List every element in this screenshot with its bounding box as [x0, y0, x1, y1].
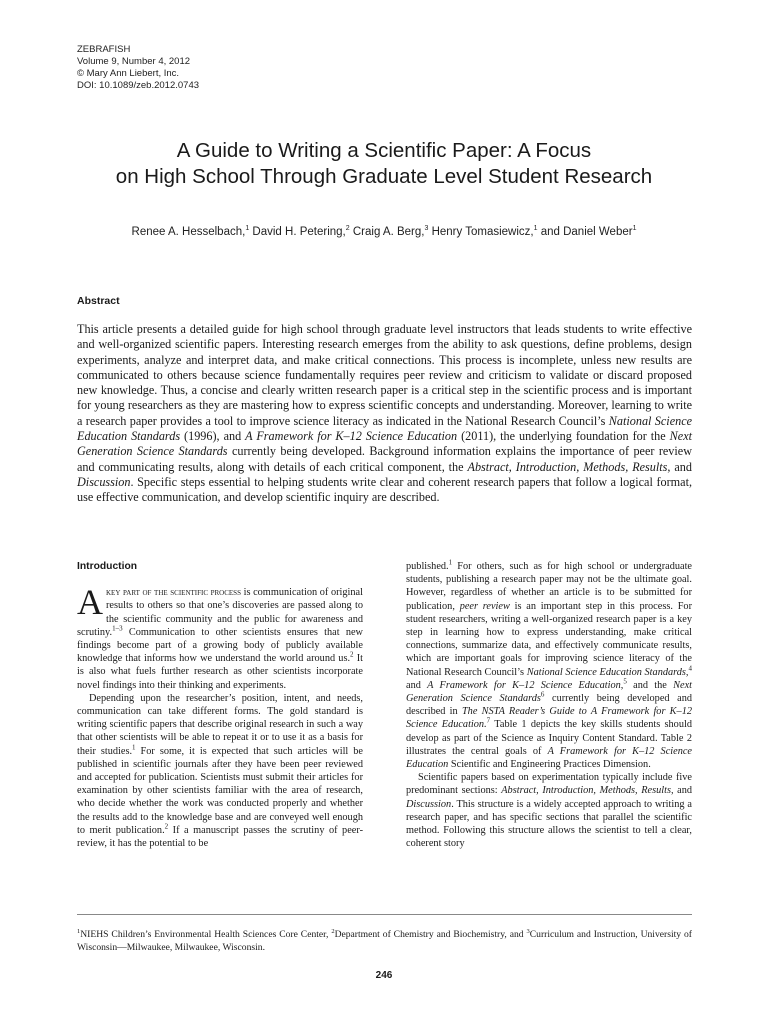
- author-name: David H. Petering,: [252, 225, 346, 238]
- italic-text: The NSTA Reader’s Guide to A Framework for K–12 Science Education.: [406, 706, 692, 731]
- body-text: . This structure is a widely accepted approach to writing a research paper, and has specific sections that parallel the scientific method. Following this structure allows the scientist to tell a clear, coherent story: [406, 798, 692, 850]
- citation: 1: [132, 743, 136, 752]
- lead-in: key part of the scientific process: [106, 587, 241, 599]
- journal-doi[interactable]: DOI: 10.1089/zeb.2012.0743: [77, 80, 200, 91]
- author-affiliation: 2: [345, 225, 350, 232]
- body-text: published.: [406, 561, 449, 572]
- citation: 2: [350, 650, 354, 659]
- right-paragraph-2: [406, 771, 692, 850]
- abstract-segment: This article presents a detailed guide for high school through graduate level instructors that leads students to write effective and well-organized scientific papers. Interesting research emerges from the ability to ask questions, define problems, design experiments, analyze and interpret data, and make critical connections. This process is incomplete, unless new results are communicated to others because science fundamentally requires peer review and criticism to validate or discard proposed new knowledge. Thus, a concise and clearly written research paper is a critical step in the scientific process and is important for young researchers as they are mastering how to express scientific concepts and understanding. Moreover, learning to write a research paper provides a tool to improve science literacy as indicated in the National Research Council’s: [77, 322, 692, 428]
- body-text: It is also what fuels further research as other scientists incorporate novel findings into their thinking and experiments.: [77, 653, 363, 691]
- body-text: If a manuscript passes the scrutiny of peer-review, it has the potential to be: [77, 824, 364, 850]
- right-column: [406, 560, 692, 850]
- right-paragraph-1: [406, 560, 692, 771]
- abstract-text: [77, 322, 692, 506]
- abstract-segment: , and: [667, 459, 692, 474]
- italic-text: A Framework for K–12 Science Education,: [427, 679, 624, 691]
- italic-text: Next Generation Science Standards: [406, 679, 693, 705]
- footnote-marker: 1: [77, 928, 81, 935]
- abstract-italic: A Framework for K–12 Science Education: [245, 429, 458, 444]
- journal-volume: Volume 9, Number 4, 2012: [77, 56, 191, 67]
- footnote-text: Department of Chemistry and Biochemistry, and: [334, 929, 527, 941]
- title-line-1: A Guide to Writing a Scientific Paper: A Focus: [176, 139, 592, 162]
- author-affiliation: 1: [245, 225, 250, 232]
- body-text: and the: [626, 679, 674, 691]
- abstract-italic: Discussion: [77, 474, 131, 489]
- citation: 1: [448, 558, 453, 567]
- affiliation-footnote: [77, 926, 692, 954]
- body-text: currently being developed and described in: [406, 693, 692, 718]
- body-text: Scientific and Engineering Practices Dimension.: [448, 759, 651, 771]
- body-text: Table 1 depicts the key skills students should develop as part of the Science as Inquiry Content Standard. Table 2 illustrates the central goals of: [406, 719, 692, 757]
- citation: 5: [623, 677, 627, 686]
- italic-text: Discussion: [406, 798, 452, 810]
- italic-text: National Science Education Standards,: [526, 666, 689, 678]
- left-column: [77, 560, 363, 850]
- body-text: For others, such as for high school or undergraduate students, publishing a research paper may not be the ultimate goal. However, regardless of whether an article is to be submitted for publication,: [406, 561, 692, 612]
- introduction-heading: Introduction: [77, 561, 138, 572]
- footnote-text: NIEHS Children’s Environmental Health Sciences Core Center,: [80, 929, 332, 941]
- italic-text: peer review: [459, 600, 510, 612]
- author-affiliation: 1: [533, 225, 538, 232]
- abstract-segment: (1996), and: [180, 429, 246, 444]
- abstract-italic: Abstract, Introduction, Methods, Results: [467, 459, 668, 474]
- footnote-divider: [77, 914, 692, 915]
- abstract-heading: Abstract: [77, 295, 120, 307]
- intro-paragraph-2: [77, 692, 363, 850]
- page-number: 246: [375, 970, 393, 981]
- body-text: and: [406, 679, 428, 691]
- author-name: Renee A. Hesselbach,: [131, 225, 246, 238]
- author-name: Craig A. Berg,: [352, 225, 425, 238]
- body-text: is an important step in this process. For student researchers, writing a well-organized research paper is a key step in learning how to express understanding, make critical connections, summarize data, and effectively communicate results, which are important goals for improving science literacy of the National Research Council’s: [406, 600, 692, 678]
- journal-name: ZEBRAFISH: [77, 44, 131, 55]
- author-affiliation: 3: [424, 225, 429, 232]
- abstract-italic: National Science Education Standards: [77, 413, 693, 444]
- body-text: Scientific papers based on experimentation typically include five predominant sections:: [406, 772, 692, 797]
- journal-info: [77, 44, 199, 92]
- body-text: For some, it is expected that such articles will be published in scientific journals after they have been peer reviewed and accepted for publication. Scientists must submit their articles for examination by other scientists familiar with the area of research, who decide whether the work was conducted properly and whether the results add to the knowledge base and are conveyed well enough to merit publication.: [77, 745, 363, 836]
- italic-text: Abstract, Introduction, Methods, Results,: [501, 785, 674, 797]
- footnote-text: Curriculum and Instruction, University of Wisconsin—Milwaukee, Milwaukee, Wisconsin.: [77, 929, 692, 953]
- abstract-segment: . Specific steps essential to helping students write clear and coherent research papers that follow a logical format, use effective communication, and develop scientific inquiry are described.: [77, 474, 692, 505]
- drop-cap: A: [77, 582, 103, 623]
- author-name: and Daniel Weber: [540, 225, 633, 238]
- abstract-segment: currently being developed. Background information explains the importance of peer review and communicating results, along with details of each critical component, the: [77, 444, 692, 474]
- footnote-marker: 2: [331, 928, 335, 935]
- body-text: Depending upon the researcher’s position, intent, and needs, communication can take different forms. The gold standard is writing scientific papers that describe original research in such a way that other scientists will be able to repeat it or to use it as a basis for their studies.: [77, 692, 363, 757]
- body-text: Communication to other scientists ensures that new findings become part of a growing body of publicly available knowledge that informs how we understand the world around us.: [77, 626, 363, 665]
- body-text: and: [673, 785, 692, 797]
- title-line-2: on High School Through Graduate Level Student Research: [115, 165, 653, 188]
- author-list: [40, 225, 728, 238]
- intro-paragraph-1: [77, 582, 363, 692]
- citation: 4: [688, 664, 692, 673]
- abstract-segment: (2011), the underlying foundation for the: [457, 429, 670, 444]
- abstract-italic: Next Generation Science Standards: [77, 429, 693, 459]
- citation: 1–3: [112, 624, 123, 633]
- journal-copyright: © Mary Ann Liebert, Inc.: [77, 68, 180, 79]
- paper-title: [40, 138, 728, 190]
- citation: 6: [540, 690, 545, 699]
- citation: 2: [164, 822, 169, 831]
- footnote-marker: 3: [526, 928, 530, 935]
- italic-text: A Framework for K–12 Science Education: [406, 745, 693, 771]
- author-name: Henry Tomasiewicz,: [431, 225, 534, 238]
- author-affiliation: 1: [632, 225, 637, 232]
- body-text: is communication of original results to others so that one’s discoveries are passed along to the scientific community and the public for awareness and scrutiny.: [77, 587, 363, 638]
- citation: 7: [486, 717, 491, 726]
